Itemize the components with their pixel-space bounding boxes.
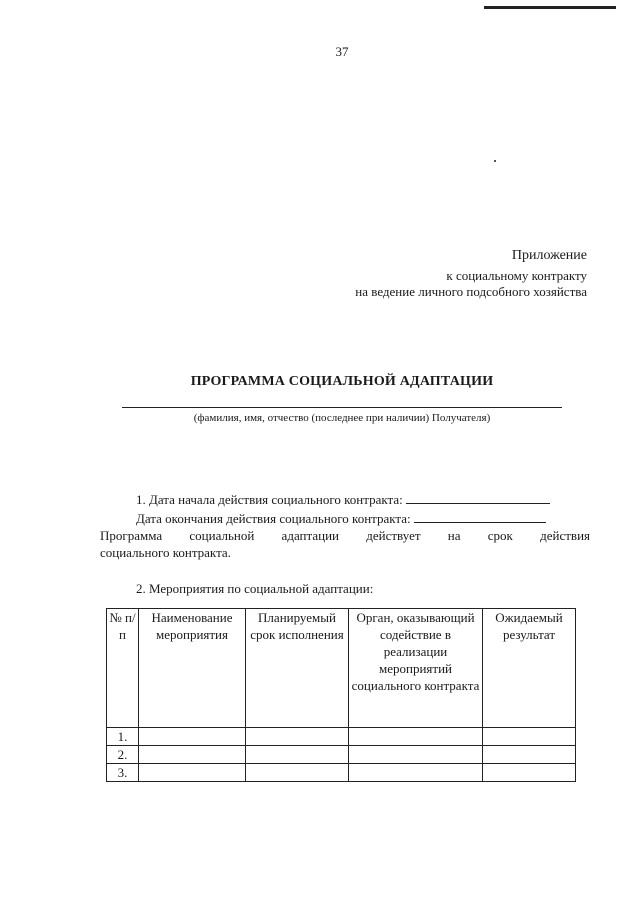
program-text-line-2: социального контракта.	[100, 545, 231, 560]
cell-assisting-body	[349, 764, 483, 782]
recipient-name-caption: (фамилия, имя, отчество (последнее при наличии) Получателя)	[193, 412, 491, 424]
recipient-name-line	[122, 407, 562, 408]
cell-number: 2.	[107, 746, 139, 764]
start-date-blank	[406, 492, 550, 504]
document-title: ПРОГРАММА СОЦИАЛЬНОЙ АДАПТАЦИИ	[190, 374, 494, 389]
start-date-label: 1. Дата начала действия социального контракта:	[136, 492, 403, 507]
end-date-row	[136, 510, 546, 527]
table-row	[107, 746, 576, 764]
cell-planned-term	[246, 764, 349, 782]
end-date-blank	[414, 511, 546, 523]
header-number: № п/п	[107, 609, 139, 728]
end-date-label: Дата окончания действия социального контракта:	[136, 511, 411, 526]
activities-table	[106, 608, 576, 782]
appendix-line-1: Приложение	[511, 248, 587, 263]
header-expected-result: Ожидаемый результат	[483, 609, 576, 728]
cell-expected-result	[483, 764, 576, 782]
appendix-line-2: к социальному контракту	[446, 268, 587, 283]
cell-assisting-body	[349, 728, 483, 746]
cell-assisting-body	[349, 746, 483, 764]
top-rule	[484, 6, 616, 9]
appendix-line-3: на ведение личного подсобного хозяйства	[355, 284, 587, 299]
cell-number: 1.	[107, 728, 139, 746]
cell-number: 3.	[107, 764, 139, 782]
section-2-heading: 2. Мероприятия по социальной адаптации:	[136, 581, 374, 596]
cell-expected-result	[483, 728, 576, 746]
table-header-row	[107, 609, 576, 728]
header-planned-term: Планируемый срок исполнения	[246, 609, 349, 728]
cell-activity-name	[139, 746, 246, 764]
header-assisting-body: Орган, оказывающий содействие в реализации мероприятий социального контракта	[349, 609, 483, 728]
scan-speck	[494, 160, 496, 162]
cell-activity-name	[139, 728, 246, 746]
cell-planned-term	[246, 746, 349, 764]
table-row	[107, 764, 576, 782]
header-activity-name: Наименование мероприятия	[139, 609, 246, 728]
cell-expected-result	[483, 746, 576, 764]
page-number: 37	[335, 44, 349, 59]
start-date-row	[136, 491, 550, 508]
cell-activity-name	[139, 764, 246, 782]
table-row	[107, 728, 576, 746]
cell-planned-term	[246, 728, 349, 746]
program-text-line-1: Программа социальной адаптации действует на срок действия	[100, 528, 590, 543]
appendix-block	[355, 248, 587, 300]
